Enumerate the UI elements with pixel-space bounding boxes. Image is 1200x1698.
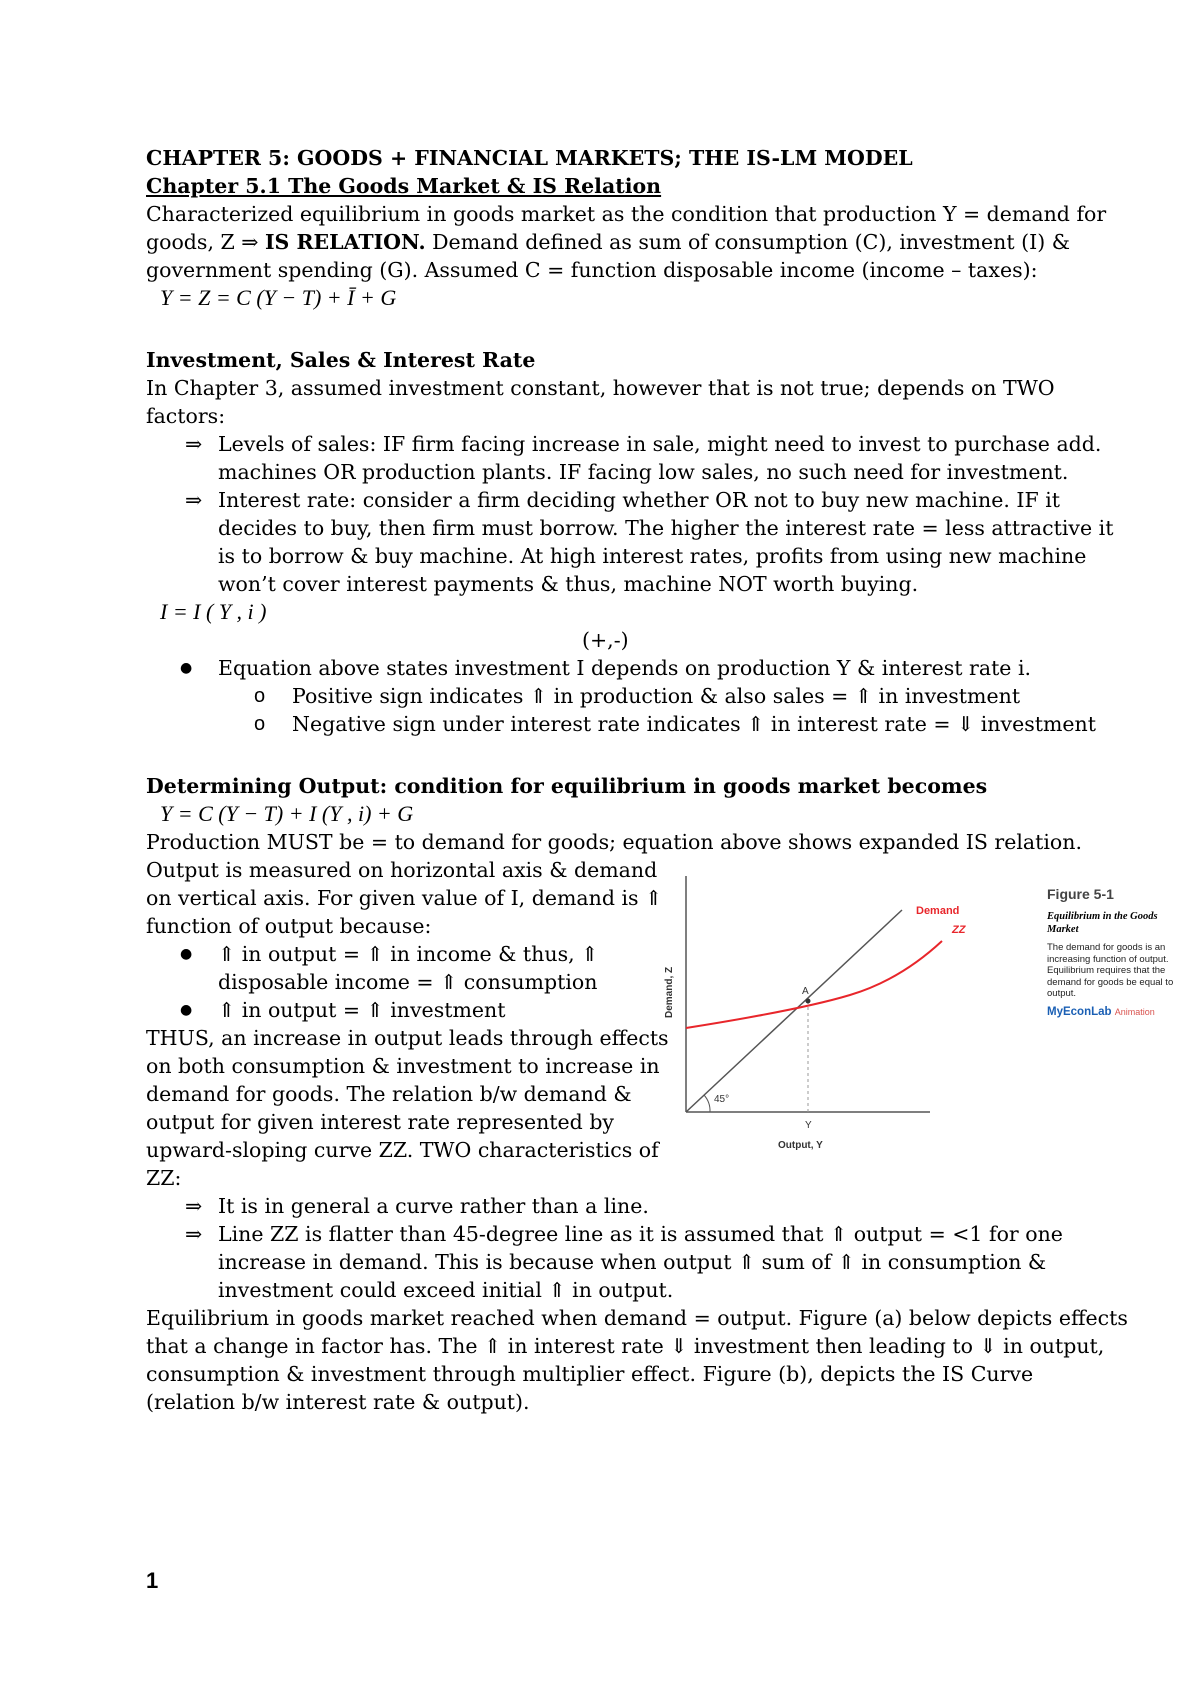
investment-line-1: In Chapter 3, assumed investment constant, however that is not true; depends on TWO <box>146 376 1055 400</box>
demand-label: Demand <box>916 905 960 917</box>
factor-interest-line-3: is to borrow & buy machine. At high interest rates, profits from using new machine <box>218 544 1087 568</box>
output-line-1: Production MUST be = to demand for goods; equation above shows expanded IS relation. <box>146 830 1082 854</box>
zz-characteristic-2-line-3: investment could exceed initial ⇑ in output. <box>218 1278 674 1302</box>
output-wrap-1: Output is measured on horizontal axis & demand <box>146 858 658 882</box>
output-wrap-8: upward-sloping curve ZZ. TWO characteristics of <box>146 1138 659 1162</box>
final-line-3: consumption & investment through multiplier effect. Figure (b), depicts the IS Curve <box>146 1362 1034 1386</box>
figure-caption-title: Figure 5-1 <box>1047 886 1114 902</box>
factor-interest-line-4: won’t cover interest payments & thus, machine NOT worth buying. <box>218 572 919 596</box>
intro-line-1: Characterized equilibrium in goods market as the condition that production Y = demand for <box>146 202 1107 226</box>
zz-demand-curve <box>686 941 942 1028</box>
bullet-icon: ● <box>180 660 193 676</box>
figure-caption <box>1047 886 1187 1018</box>
output-wrap-2: on vertical axis. For given value of I, demand is ⇑ <box>146 886 663 910</box>
zz-characteristic-2-line-2: increase in demand. This is because when output ⇑ sum of ⇑ in consumption & <box>218 1250 1047 1274</box>
arrow-bullet-icon: ⇒ <box>185 488 203 512</box>
is-equation-basic: Y = Z = C (Y − T) + Ī + G <box>160 285 397 310</box>
sub-bullet-icon: o <box>254 685 266 707</box>
output-wrap-6: demand for goods. The relation b/w demand & <box>146 1082 632 1106</box>
factor-sales-line-2: machines OR production plants. IF facing low sales, no such need for investment. <box>218 460 1069 484</box>
arrow-bullet-icon: ⇒ <box>185 1194 203 1218</box>
equilibrium-point-a <box>806 999 811 1004</box>
output-bullet-1-line-1: ⇑ in output = ⇑ in income & thus, ⇑ <box>218 942 599 966</box>
investment-line-2: factors: <box>146 404 226 428</box>
investment-bullet-1: Equation above states investment I depends on production Y & interest rate i. <box>218 656 1032 680</box>
output-wrap-5: on both consumption & investment to increase in <box>146 1054 660 1078</box>
figure-caption-subtitle: Equilibrium in the Goods Market <box>1047 911 1158 935</box>
output-bullet-2: ⇑ in output = ⇑ investment <box>218 998 506 1022</box>
investment-sub-1: Positive sign indicates ⇑ in production & also sales = ⇑ in investment <box>292 684 1021 708</box>
intro-line-2-post: Demand defined as sum of consumption (C), investment (I) & <box>425 230 1070 254</box>
arrow-bullet-icon: ⇒ <box>185 1222 203 1246</box>
equilibrium-diagram <box>660 870 1040 1170</box>
output-wrap-9: ZZ: <box>146 1166 182 1190</box>
output-bullet-1-line-2: disposable income = ⇑ consumption <box>218 970 598 994</box>
angle-label: 45° <box>714 1094 730 1105</box>
factor-interest-line-2: decides to buy, then firm must borrow. The higher the interest rate = less attractive it <box>218 516 1114 540</box>
factor-interest-line-1: Interest rate: consider a firm deciding whether OR not to buy new machine. IF it <box>218 488 1060 512</box>
point-a-label: A <box>802 986 809 997</box>
output-wrap-4: THUS, an increase in output leads through effects <box>146 1026 669 1050</box>
investment-section-title: Investment, Sales & Interest Rate <box>146 348 536 372</box>
myeconlab-text: MyEconLab <box>1047 1005 1112 1018</box>
page-number: 1 <box>146 1568 159 1593</box>
sub-bullet-icon: o <box>254 713 266 735</box>
factor-sales-line-1: Levels of sales: IF firm facing increase in sale, might need to invest to purchase add. <box>218 432 1102 456</box>
final-line-1: Equilibrium in goods market reached when demand = output. Figure (a) below depicts effects <box>146 1306 1128 1330</box>
x-axis-label: Output, Y <box>778 1140 823 1151</box>
output-wrap-7: output for given interest rate represented by <box>146 1110 615 1134</box>
arrow-bullet-icon: ⇒ <box>185 432 203 456</box>
expanded-is-equation: Y = C (Y − T) + I (Y , i) + G <box>160 801 414 826</box>
bullet-icon: ● <box>180 1002 193 1018</box>
y-axis-label: Demand, Z <box>664 966 675 1018</box>
final-line-2: that a change in factor has. The ⇑ in interest rate ⇓ investment then leading to ⇓ in output, <box>146 1334 1105 1358</box>
investment-equation: I = I ( Y , i ) <box>160 599 267 624</box>
zz-characteristic-1: It is in general a curve rather than a line. <box>218 1194 649 1218</box>
intro-line-3: government spending (G). Assumed C = function disposable income (income – taxes): <box>146 258 1038 282</box>
final-line-4: (relation b/w interest rate & output). <box>146 1390 530 1414</box>
animation-text: Animation <box>1114 1006 1155 1017</box>
angle-arc <box>704 1095 710 1112</box>
intro-line-2 <box>146 228 1070 256</box>
zz-characteristic-2-line-1: Line ZZ is flatter than 45-degree line as it is assumed that ⇑ output = <1 for one <box>218 1222 1063 1246</box>
is-relation-term: IS RELATION. <box>264 230 426 254</box>
forty-five-degree-line <box>686 910 902 1112</box>
output-wrap-3: function of output because: <box>146 914 432 938</box>
figure-caption-text: The demand for goods is an increasing function of output. Equilibrium requires that the demand for goods be equal to output. <box>1047 942 1174 999</box>
section-heading-5-1: Chapter 5.1 The Goods Market & IS Relation <box>146 174 662 198</box>
output-section-title: Determining Output: condition for equilibrium in goods market becomes <box>146 774 988 798</box>
chapter-heading: CHAPTER 5: GOODS + FINANCIAL MARKETS; THE IS-LM MODEL <box>146 146 913 170</box>
investment-signs: (+,-) <box>582 628 629 652</box>
myeconlab-logo <box>1047 1006 1187 1018</box>
investment-sub-2: Negative sign under interest rate indicates ⇑ in interest rate = ⇓ investment <box>292 712 1096 736</box>
y-tick-label: Y <box>805 1120 812 1131</box>
bullet-icon: ● <box>180 946 193 962</box>
intro-line-2-pre: goods, Z ⇒ <box>146 230 265 254</box>
zz-label: ZZ <box>952 924 966 936</box>
